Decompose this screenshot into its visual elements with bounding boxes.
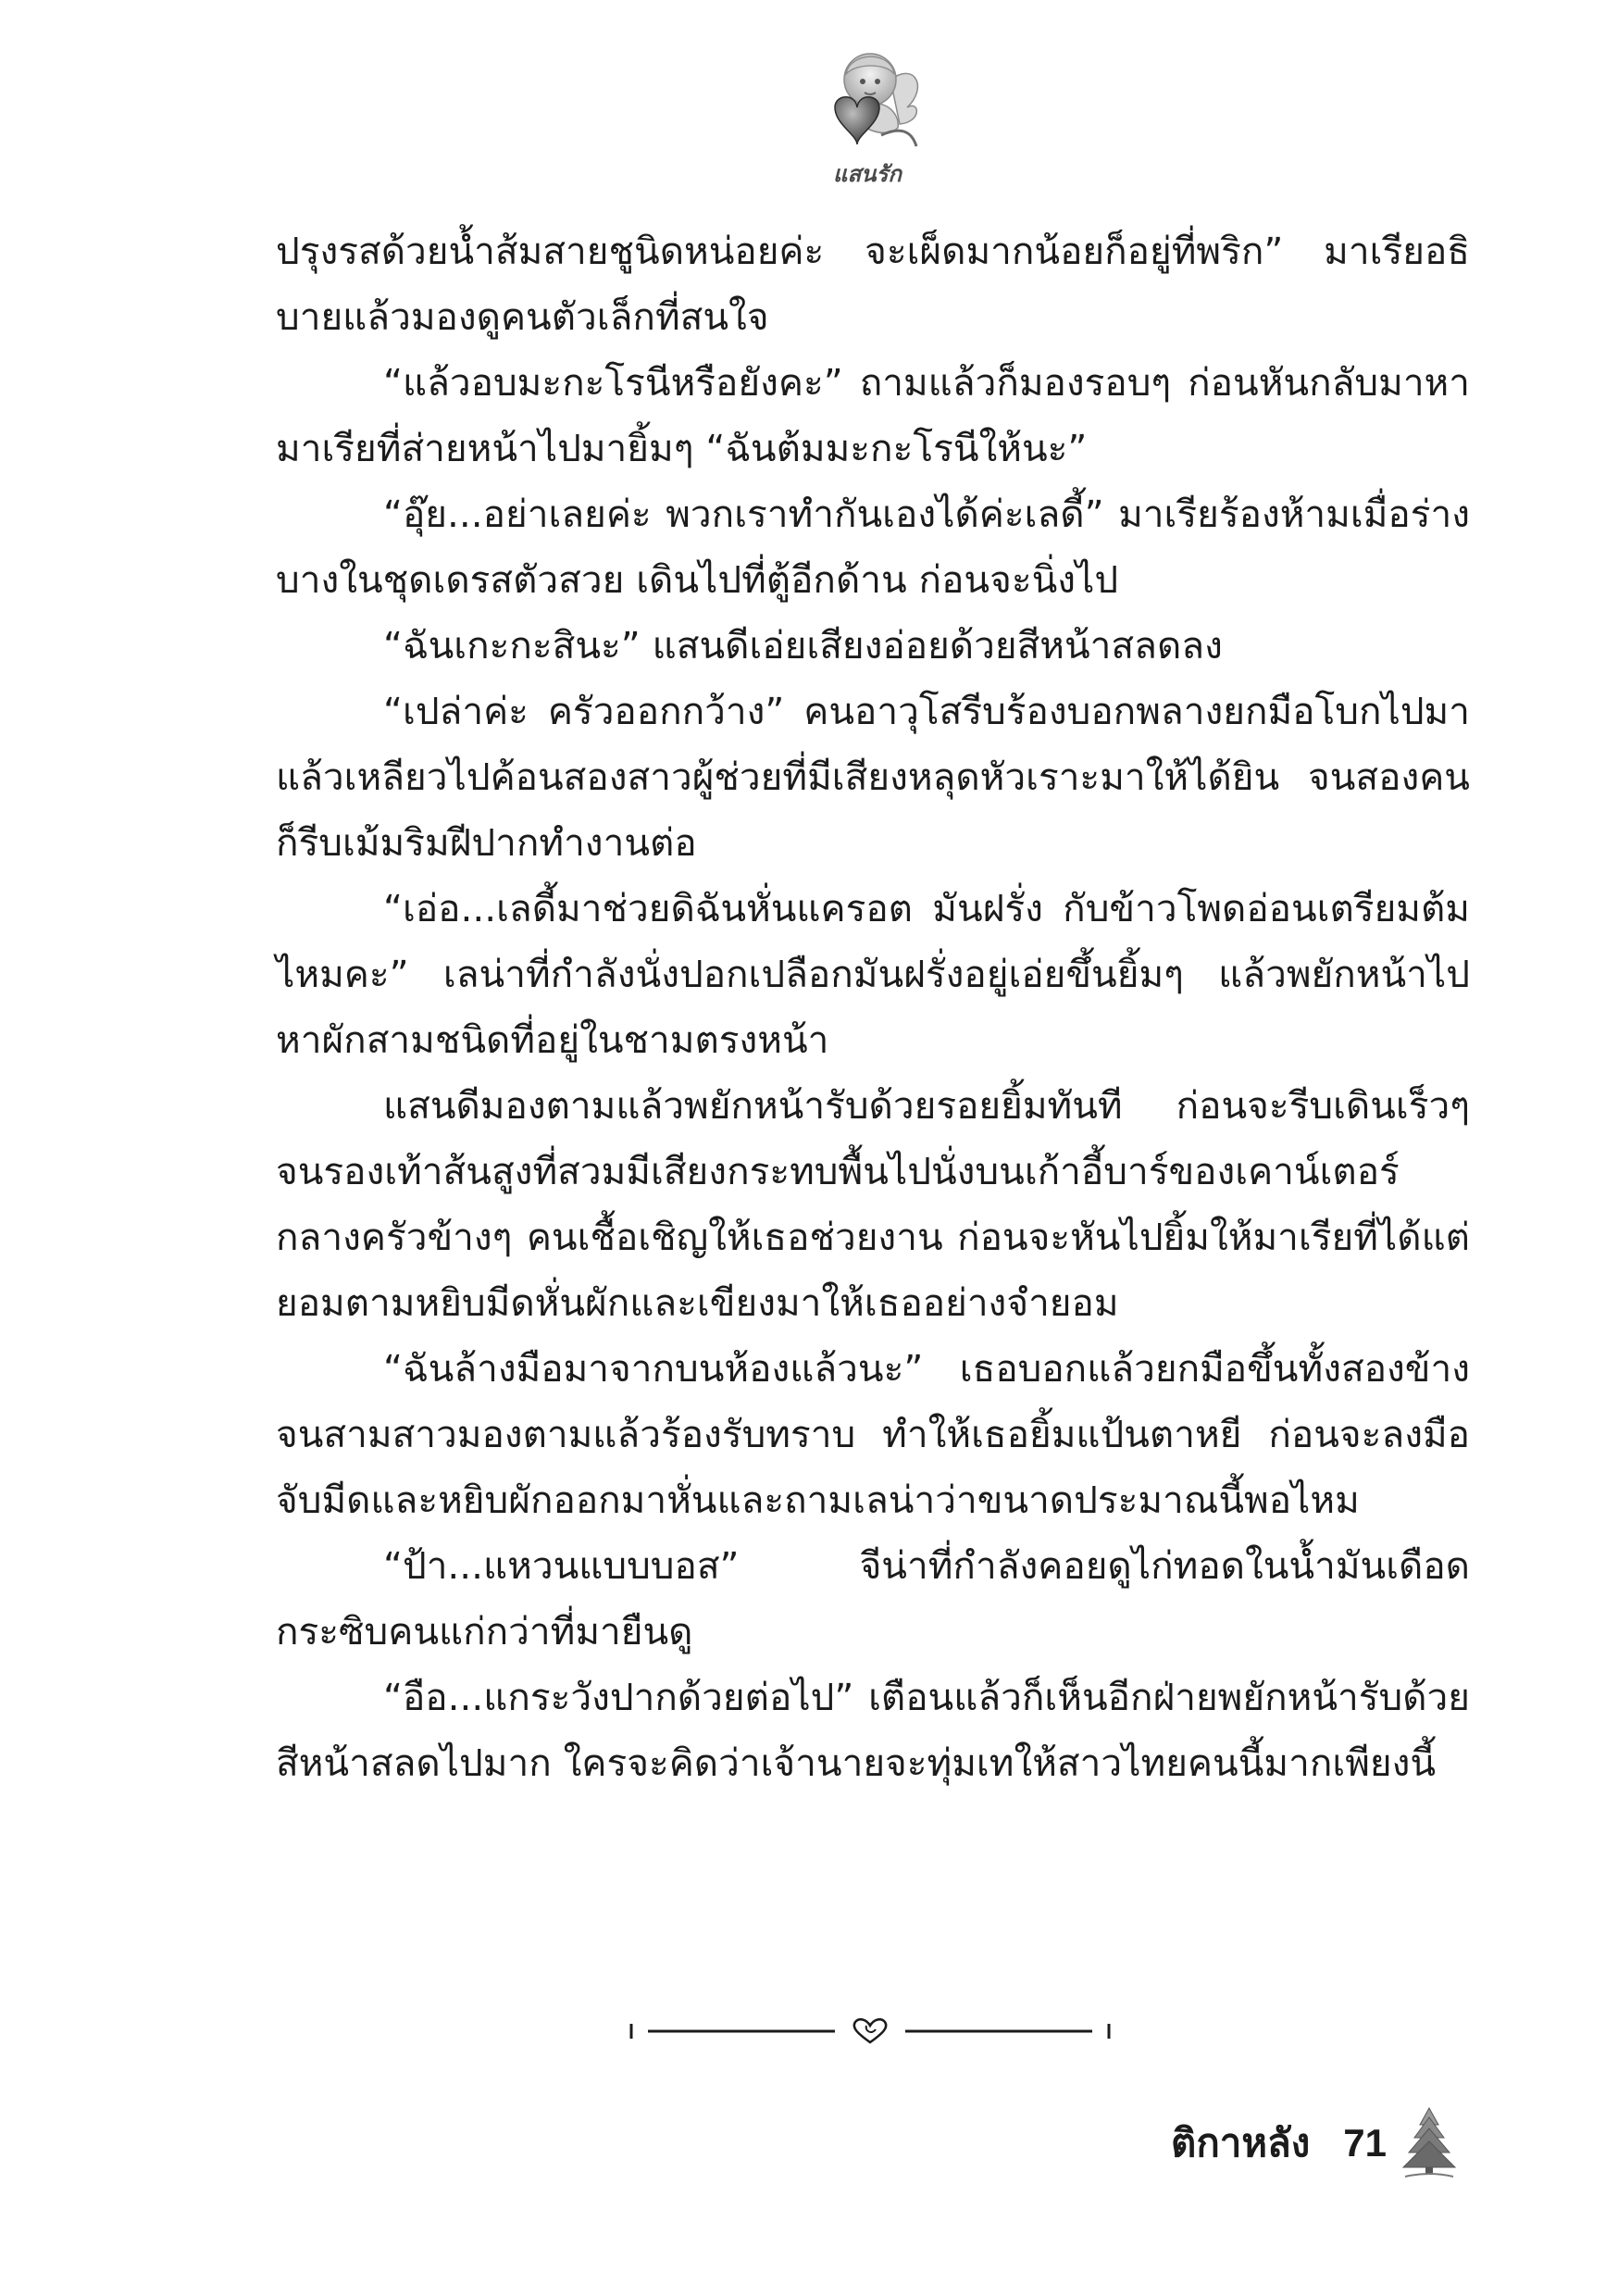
paragraph: “ฉันเกะกะสินะ” แสนดีเอ่ยเสียงอ่อยด้วยสีหน้าสลดลง — [383, 623, 1223, 668]
cupid-heart-icon — [798, 43, 937, 163]
body-text — [276, 218, 1470, 1796]
paragraph: “เอ่อ...เลดี้มาช่วยดิฉันหั่นแครอต มันฝรั่ง กับข้าวโพดอ่อนเตรียมต้มไหมคะ” เลน่าที่กำลังนั่งปอกเปลือกมันฝรั่งอยู่เอ่ยขึ้นยิ้มๆ แล้วพยักหน้าไปหาผักสามชนิดที่อยู่ในชามตรงหน้า — [276, 886, 1470, 1062]
page-number: 71 — [1343, 2121, 1387, 2165]
book-logo — [798, 43, 937, 189]
paragraph: “เปล่าค่ะ ครัวออกกว้าง” คนอาวุโสรีบร้องบอกพลางยกมือโบกไปมาแล้วเหลียวไปค้อนสองสาวผู้ช่วยที่มีเสียงหลุดหัวเราะมาให้ได้ยิน จนสองคนก็รีบเม้มริมฝีปากทำงานต่อ — [276, 689, 1470, 865]
page-footer — [1171, 2106, 1459, 2180]
tree-icon — [1400, 2106, 1459, 2180]
logo-text: แสนรัก — [833, 161, 902, 187]
book-title: ติกาหลัง — [1171, 2120, 1311, 2165]
paragraph: “ฉันล้างมือมาจากบนห้องแล้วนะ” เธอบอกแล้วยกมือขึ้นทั้งสองข้างจนสามสาวมองตามแล้วร้องรับทราบ ทำให้เธอยิ้มแป้นตาหยี ก่อนจะลงมือจับมีดและหยิบผักออกมาหั่นและถามเลน่าว่าขนาดประมาณนี้พอไหม — [276, 1346, 1470, 1522]
section-divider — [629, 2013, 1111, 2050]
heart-divider-icon — [629, 2013, 1111, 2050]
paragraph: “อุ๊ย...อย่าเลยค่ะ พวกเราทำกันเองได้ค่ะเลดี้” มาเรียร้องห้ามเมื่อร่างบางในชุดเดรสตัวสวย เดินไปที่ตู้อีกด้าน ก่อนจะนิ่งไป — [276, 492, 1470, 602]
paragraph: แสนดีมองตามแล้วพยักหน้ารับด้วยรอยยิ้มทันที ก่อนจะรีบเดินเร็วๆ จนรองเท้าส้นสูงที่สวมมีเสียงกระทบพื้นไปนั่งบนเก้าอี้บาร์ของเคาน์เตอร์กลางครัวข้างๆ คนเชื้อเชิญให้เธอช่วยงาน ก่อนจะหันไปยิ้มให้มาเรียที่ได้แต่ยอมตามหยิบมีดหั่นผักและเขียงมาให้เธออย่างจำยอม — [276, 1083, 1470, 1325]
paragraph: “ป้า...แหวนแบบบอส” จีน่าที่กำลังคอยดูไก่ทอดในน้ำมันเดือดกระซิบคนแก่กว่าที่มายืนดู — [276, 1543, 1470, 1653]
paragraph: ปรุงรสด้วยน้ำส้มสายชูนิดหน่อยค่ะ จะเผ็ดมากน้อยก็อยู่ที่พริก” มาเรียอธิบายแล้วมองดูคนตัวเล็กที่สนใจ — [276, 229, 1470, 339]
paragraph: “อือ...แกระวังปากด้วยต่อไป” เตือนแล้วก็เห็นอีกฝ่ายพยักหน้ารับด้วยสีหน้าสลดไปมาก ใครจะคิดว่าเจ้านายจะทุ่มเทให้สาวไทยคนนี้มากเพียงนี้ — [276, 1675, 1470, 1785]
paragraph: “แล้วอบมะกะโรนีหรือยังคะ” ถามแล้วก็มองรอบๆ ก่อนหันกลับมาหามาเรียที่ส่ายหน้าไปมายิ้มๆ “ฉันต้มมะกะโรนีให้นะ” — [276, 360, 1470, 470]
